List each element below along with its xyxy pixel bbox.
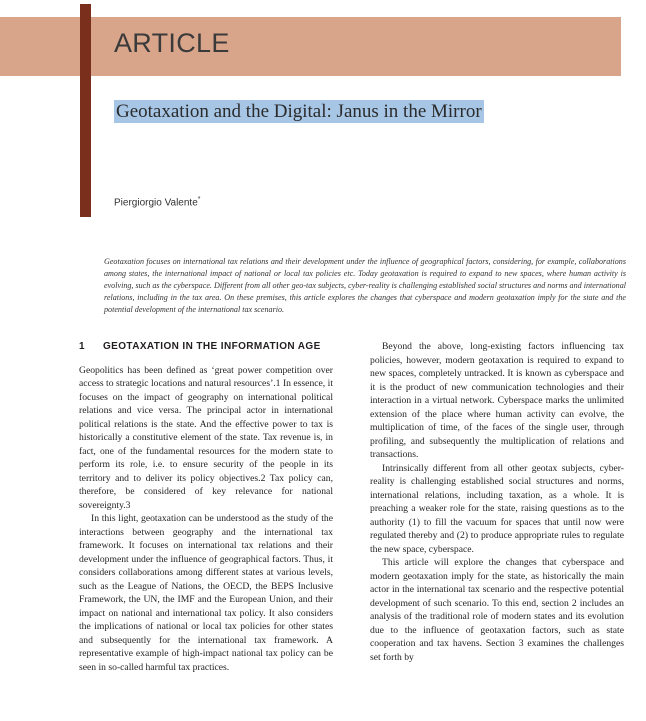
- paragraph: Beyond the above, long-existing factors influencing tax policies, however, modern geotaxation is required to expand to new spaces, completely untracked. It is known as cyberspace and it is the product of new communication technologies and their interaction in a virtual network. Cyberspace marks the unlimited extension of the place where human activity can evolve, the multiplication of time, of the faces of the single user, through profiling, and subsequently the multiplication of relations and transactions.: [370, 341, 624, 460]
- article-title[interactable]: [114, 101, 484, 123]
- header-band: [0, 17, 621, 76]
- abstract: Geotaxation focuses on international tax relations and their development under the influence of geographical factors, considering, for example, collaborations among states, the international impact of national or local tax policies etc. Today geotaxation is required to expand to new spaces, where human activity is evolving, such as the cyberspace. Different from all other geo-tax subjects, cyber-reality is challenging established social structures and norms and international relations, including in the tax area. On these premises, this article explores the changes that cyberspace and modern geotaxation imply for the state and the potential development of the international tax scenario.: [104, 257, 626, 314]
- paragraph: This article will explore the changes that cyberspace and modern geotaxation imply for the state, as historically the main actor in the international tax scenario and the respective potential development of such scenario. To this end, section 2 includes an analysis of the traditional role of modern states and its evolution due to the influence of geotaxation factors, such as state cooperation and tax havens. Section 3 examines the challenges set forth by: [370, 557, 624, 663]
- accent-bar: [80, 4, 91, 217]
- paragraph: In this light, geotaxation can be understood as the study of the interactions between geography and the international tax framework. It focuses on international tax relations and their development under the influence of geographical factors. Thus, it considers collaborations among different states at various levels, such as the League of Nations, the OECD, the BEPS Inclusive Framework, the UN, the IMF and the European Union, and their impact on national and international tax policy. It also considers the implications of national or local tax policies for other states and subsequently for the international tax framework. A representative example of high-impact national tax policy can be seen in so-called harmful tax practices.: [79, 513, 333, 673]
- author-name: Piergiorgio Valente: [114, 197, 198, 209]
- section-title: GEOTAXATION IN THE INFORMATION AGE: [103, 341, 321, 352]
- right-column: [370, 340, 624, 664]
- section-number: 1: [79, 341, 85, 352]
- article-title-text[interactable]: Geotaxation and the Digital: Janus in the Mirror: [116, 101, 482, 122]
- author-line: [114, 196, 201, 208]
- section-label: ARTICLE: [114, 28, 230, 58]
- paragraph: Intrinsically different from all other geotax subjects, cyber-reality is challenging established social structures and norms, international relations, including taxation, as a whole. It is preaching a weaker role for the state, raising questions as to the authority (1) to fill the vacuum for spaces that until now were regulated thereby and (2) to produce appropriate rules to regulate the new space, cyberspace.: [370, 462, 624, 555]
- section-heading: [79, 340, 333, 354]
- left-column: [79, 340, 333, 674]
- author-footnote-marker[interactable]: *: [197, 196, 201, 203]
- paragraph: Geopolitics has been defined as ‘great power competition over access to strategic locations and natural resources’.1 In essence, it focuses on the impact of geography on international political relations and vice versa. The principal actor in international political relations is the state. And the effective power to tax is historically a constitutive element of the state. Tax revenue is, in fact, one of the fundamental resources for the modern state to perform its role, i.e. to ensure security of the people in its territory and to deliver its policy objectives.2 Tax policy can, therefore, be considered of key relevance for national sovereignty.3: [79, 364, 333, 511]
